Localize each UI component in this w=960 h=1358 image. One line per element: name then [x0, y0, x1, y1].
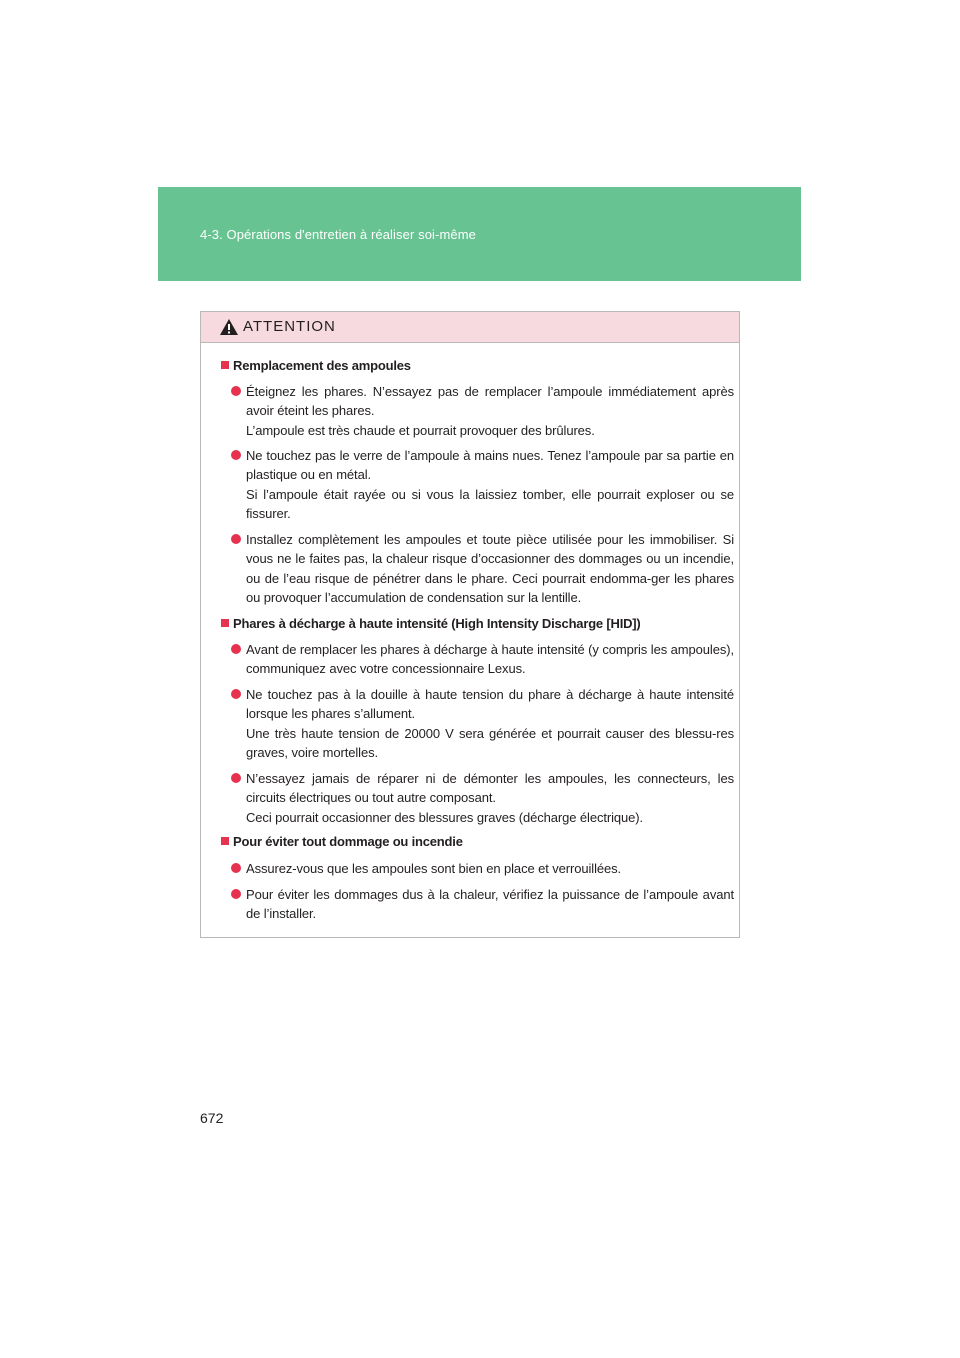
- list-item: [231, 382, 734, 440]
- page-number: 672: [200, 1110, 224, 1126]
- bullet-text: Ne touchez pas à la douille à haute tension du phare à décharge à haute intensité lorsque les phares s’allument.: [246, 687, 734, 722]
- round-bullet-icon: [231, 889, 241, 899]
- warning-box: [200, 311, 740, 938]
- round-bullet-icon: [231, 689, 241, 699]
- bullet-text: Avant de remplacer les phares à décharge à haute intensité (y compris les ampoules), communiquez avec votre concessionnaire Lexus.: [246, 642, 734, 677]
- list-item: [231, 685, 734, 763]
- square-bullet-icon: [221, 837, 229, 845]
- list-item: [231, 530, 734, 608]
- section-heading-text: Phares à décharge à haute intensité (High Intensity Discharge [HID]): [233, 616, 641, 631]
- bullet-text: N’essayez jamais de réparer ni de démonter les ampoules, les connecteurs, les circuits électriques ou tout autre composant.: [246, 771, 734, 806]
- list-item: [231, 640, 734, 679]
- bullet-text: Une très haute tension de 20000 V sera générée et pourrait causer des blessu-res graves, voire mortelles.: [246, 725, 734, 761]
- warning-title: ATTENTION: [243, 318, 336, 335]
- square-bullet-icon: [221, 361, 229, 369]
- square-bullet-icon: [221, 619, 229, 627]
- section-title: 4-3. Opérations d'entretien à réaliser soi-même: [200, 227, 476, 242]
- warning-triangle-icon: [219, 318, 239, 336]
- round-bullet-icon: [231, 863, 241, 873]
- bullet-text: Ne touchez pas le verre de l’ampoule à mains nues. Tenez l’ampoule par sa partie en plastique ou en métal.: [246, 448, 734, 483]
- section-heading: [221, 616, 641, 631]
- section-heading: [221, 834, 463, 849]
- warning-header: [201, 312, 739, 343]
- bullet-text: Pour éviter les dommages dus à la chaleur, vérifiez la puissance de l’ampoule avant de l’installer.: [246, 887, 734, 922]
- bullet-text: Installez complètement les ampoules et toute pièce utilisée pour les immobiliser. Si vous ne le faites pas, la chaleur risque d’occasionner des dommages ou un incendie, ou de l’eau risque de pénétrer dans le phare. Ceci pourrait endomma-ger les phares ou provoquer l’accumulation de condensation sur la lentille.: [246, 532, 734, 606]
- round-bullet-icon: [231, 534, 241, 544]
- bullet-text: Si l’ampoule était rayée ou si vous la laissiez tomber, elle pourrait exploser ou se fissurer.: [246, 486, 734, 522]
- list-item: [231, 769, 734, 827]
- round-bullet-icon: [231, 644, 241, 654]
- section-header-band: [158, 187, 801, 281]
- list-item: [231, 885, 734, 924]
- round-bullet-icon: [231, 773, 241, 783]
- bullet-text: Ceci pourrait occasionner des blessures graves (décharge électrique).: [246, 809, 644, 825]
- section-heading-text: Remplacement des ampoules: [233, 358, 411, 373]
- round-bullet-icon: [231, 450, 241, 460]
- warning-content: [201, 342, 739, 937]
- bullet-text: Assurez-vous que les ampoules sont bien en place et verrouillées.: [246, 861, 622, 876]
- round-bullet-icon: [231, 386, 241, 396]
- section-heading: [221, 358, 411, 373]
- section-heading-text: Pour éviter tout dommage ou incendie: [233, 834, 463, 849]
- list-item: [231, 446, 734, 524]
- bullet-text: L’ampoule est très chaude et pourrait provoquer des brûlures.: [246, 422, 595, 438]
- list-item: [231, 859, 734, 878]
- bullet-text: Éteignez les phares. N’essayez pas de remplacer l’ampoule immédiatement après avoir éteint les phares.: [246, 384, 734, 419]
